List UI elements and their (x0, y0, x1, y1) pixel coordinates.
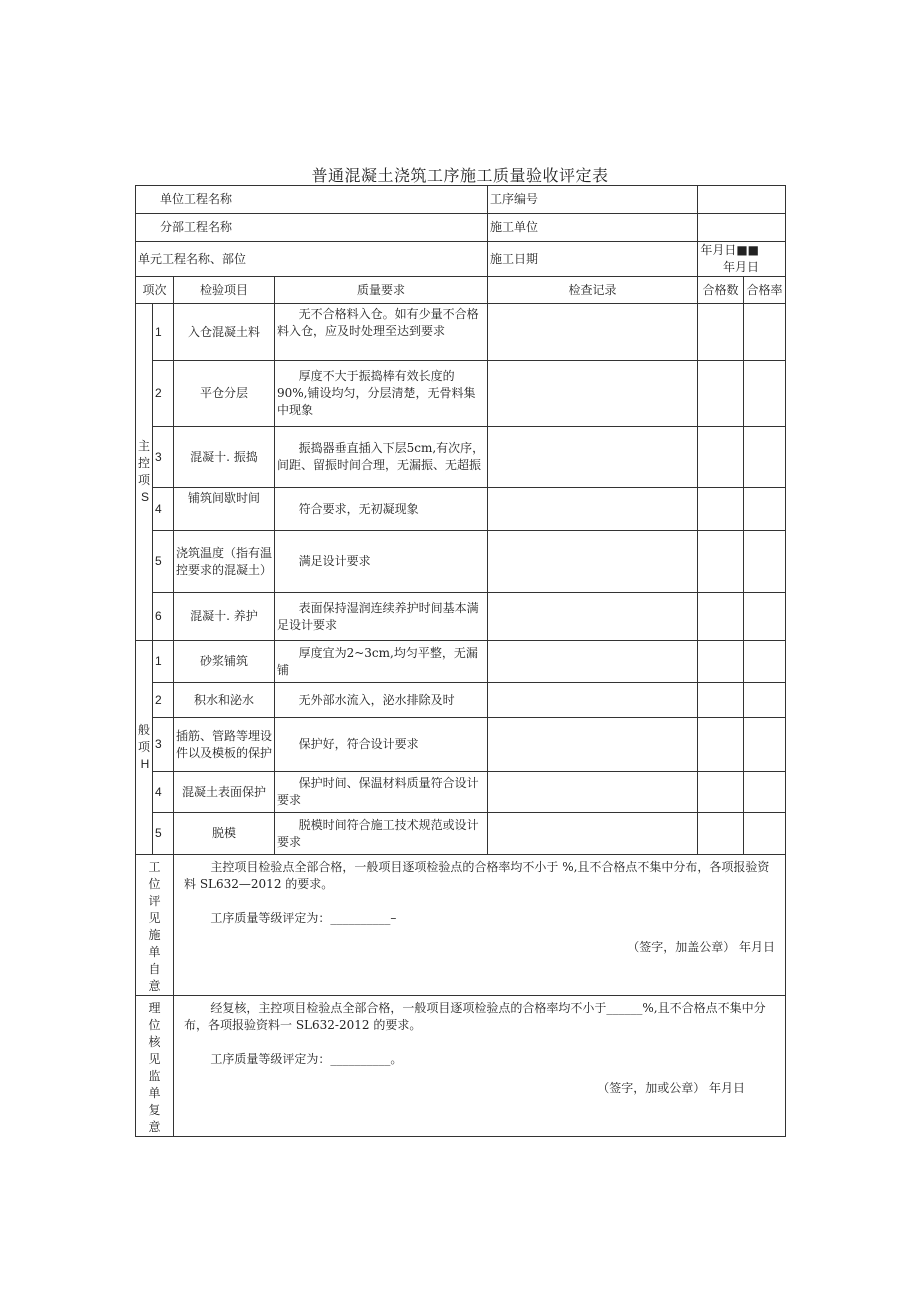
table-row: 主 控 项 S 1 入仓混凝土料 无不合格料入仓。如有少量不合格料入仓，应及时处理至达到要求 (136, 304, 786, 361)
contractor-field[interactable] (698, 214, 786, 242)
inspection-form-table (135, 185, 786, 1137)
count-cell[interactable] (698, 772, 744, 813)
sub-project-label: 分部工程名称 (136, 214, 488, 242)
table-row: 2 积水和泌水 无外部水流入，泌水排除及时 (136, 683, 786, 718)
count-cell[interactable] (698, 361, 744, 427)
count-cell[interactable] (698, 531, 744, 593)
rate-cell[interactable] (744, 813, 786, 855)
rate-cell[interactable] (744, 593, 786, 641)
col-record: 检查记录 (488, 277, 698, 304)
table-row: 3 混凝十. 振捣 振捣器垂直插入下层5cm,有次序，间距、留振时间合理，无漏振、无超振 (136, 427, 786, 488)
count-cell[interactable] (698, 304, 744, 361)
date-label: 施工日期 (488, 242, 698, 277)
record-cell[interactable] (488, 531, 698, 593)
rate-cell[interactable] (744, 683, 786, 718)
count-cell[interactable] (698, 641, 744, 683)
general-group-label: 般 项 H (136, 641, 153, 855)
count-cell[interactable] (698, 718, 744, 772)
record-cell[interactable] (488, 488, 698, 531)
record-cell[interactable] (488, 427, 698, 488)
rate-cell[interactable] (744, 718, 786, 772)
col-check-item: 检验项目 (174, 277, 275, 304)
col-qualified-count: 合格数 (698, 277, 744, 304)
rate-cell[interactable] (744, 361, 786, 427)
table-row: 5 脱模 脱模时间符合施工技术规范或设计要求 (136, 813, 786, 855)
rate-cell[interactable] (744, 772, 786, 813)
rate-cell[interactable] (744, 641, 786, 683)
header-row-element (136, 242, 786, 277)
rate-cell[interactable] (744, 427, 786, 488)
element-label: 单元工程名称、部位 (136, 242, 488, 277)
col-quality-req: 质量要求 (275, 277, 488, 304)
construction-opinion-body[interactable]: 主控项目检验点全部合格，一般项目逐项检验点的合格率均不小于 %,且不合格点不集中分布，各项报验资料 SL632—2012 的要求。 工序质量等级评定为：__________– （签字，加盖公章） 年月日 (174, 855, 786, 996)
record-cell[interactable] (488, 304, 698, 361)
column-header-row (136, 277, 786, 304)
table-row: 4 铺筑间歇时间 符合要求，无初凝现象 (136, 488, 786, 531)
count-cell[interactable] (698, 488, 744, 531)
record-cell[interactable] (488, 813, 698, 855)
table-row: 5 浇筑温度（指有温控要求的混凝土） 满足设计要求 (136, 531, 786, 593)
date-field[interactable]: 年月日■■年月日 (698, 242, 786, 277)
table-row: 3 插筋、管路等埋设件以及模板的保护 保护好，符合设计要求 (136, 718, 786, 772)
record-cell[interactable] (488, 718, 698, 772)
table-row: 2 平仓分层 厚度不大于振捣棒有效长度的90%,铺设均匀，分层清楚，无骨料集中现象 (136, 361, 786, 427)
count-cell[interactable] (698, 813, 744, 855)
rate-cell[interactable] (744, 531, 786, 593)
col-item-no: 项次 (136, 277, 174, 304)
main-group-label: 主 控 项 S (136, 304, 153, 641)
record-cell[interactable] (488, 593, 698, 641)
page-title: 普通混凝土浇筑工序施工质量验收评定表 (311, 166, 609, 185)
supervision-sign: （签字，加或公章） 年月日 (597, 1081, 746, 1095)
header-row-unit (136, 186, 786, 214)
table-row: 4 混凝土表面保护 保护时间、保温材料质量符合设计要求 (136, 772, 786, 813)
supervision-opinion-body[interactable]: 经复核，主控项目检验点全部合格，一般项目逐项检验点的合格率均不小于______%,且不合格点不集中分布，各项报验资料一 SL632-2012 的要求。 工序质量等级评定为：__________。 （签字，加或公章） 年月日 (174, 996, 786, 1137)
contractor-label: 施工单位 (488, 214, 698, 242)
supervision-opinion-row (136, 996, 786, 1137)
record-cell[interactable] (488, 683, 698, 718)
record-cell[interactable] (488, 641, 698, 683)
unit-project-label: 单位工程名称 (136, 186, 488, 214)
table-row: 般 项 H 1 砂浆铺筑 厚度宜为2~3cm,均匀平整，无漏铺 (136, 641, 786, 683)
process-no-label: 工序编号 (488, 186, 698, 214)
header-row-sub (136, 214, 786, 242)
rate-cell[interactable] (744, 304, 786, 361)
table-row: 6 混凝十. 养护 表面保持湿润连续养护时间基本满足设计要求 (136, 593, 786, 641)
construction-sign: （签字，加盖公章） 年月日 (627, 940, 776, 954)
rate-cell[interactable] (744, 488, 786, 531)
count-cell[interactable] (698, 427, 744, 488)
col-pass-rate: 合格率 (744, 277, 786, 304)
count-cell[interactable] (698, 683, 744, 718)
count-cell[interactable] (698, 593, 744, 641)
process-no-field[interactable] (698, 186, 786, 214)
record-cell[interactable] (488, 361, 698, 427)
record-cell[interactable] (488, 772, 698, 813)
construction-opinion-row (136, 855, 786, 996)
construction-opinion-label: 工 位 评 见 施 单 自 意 (136, 855, 174, 996)
supervision-opinion-label: 理 位 核 见 监 单 复 意 (136, 996, 174, 1137)
